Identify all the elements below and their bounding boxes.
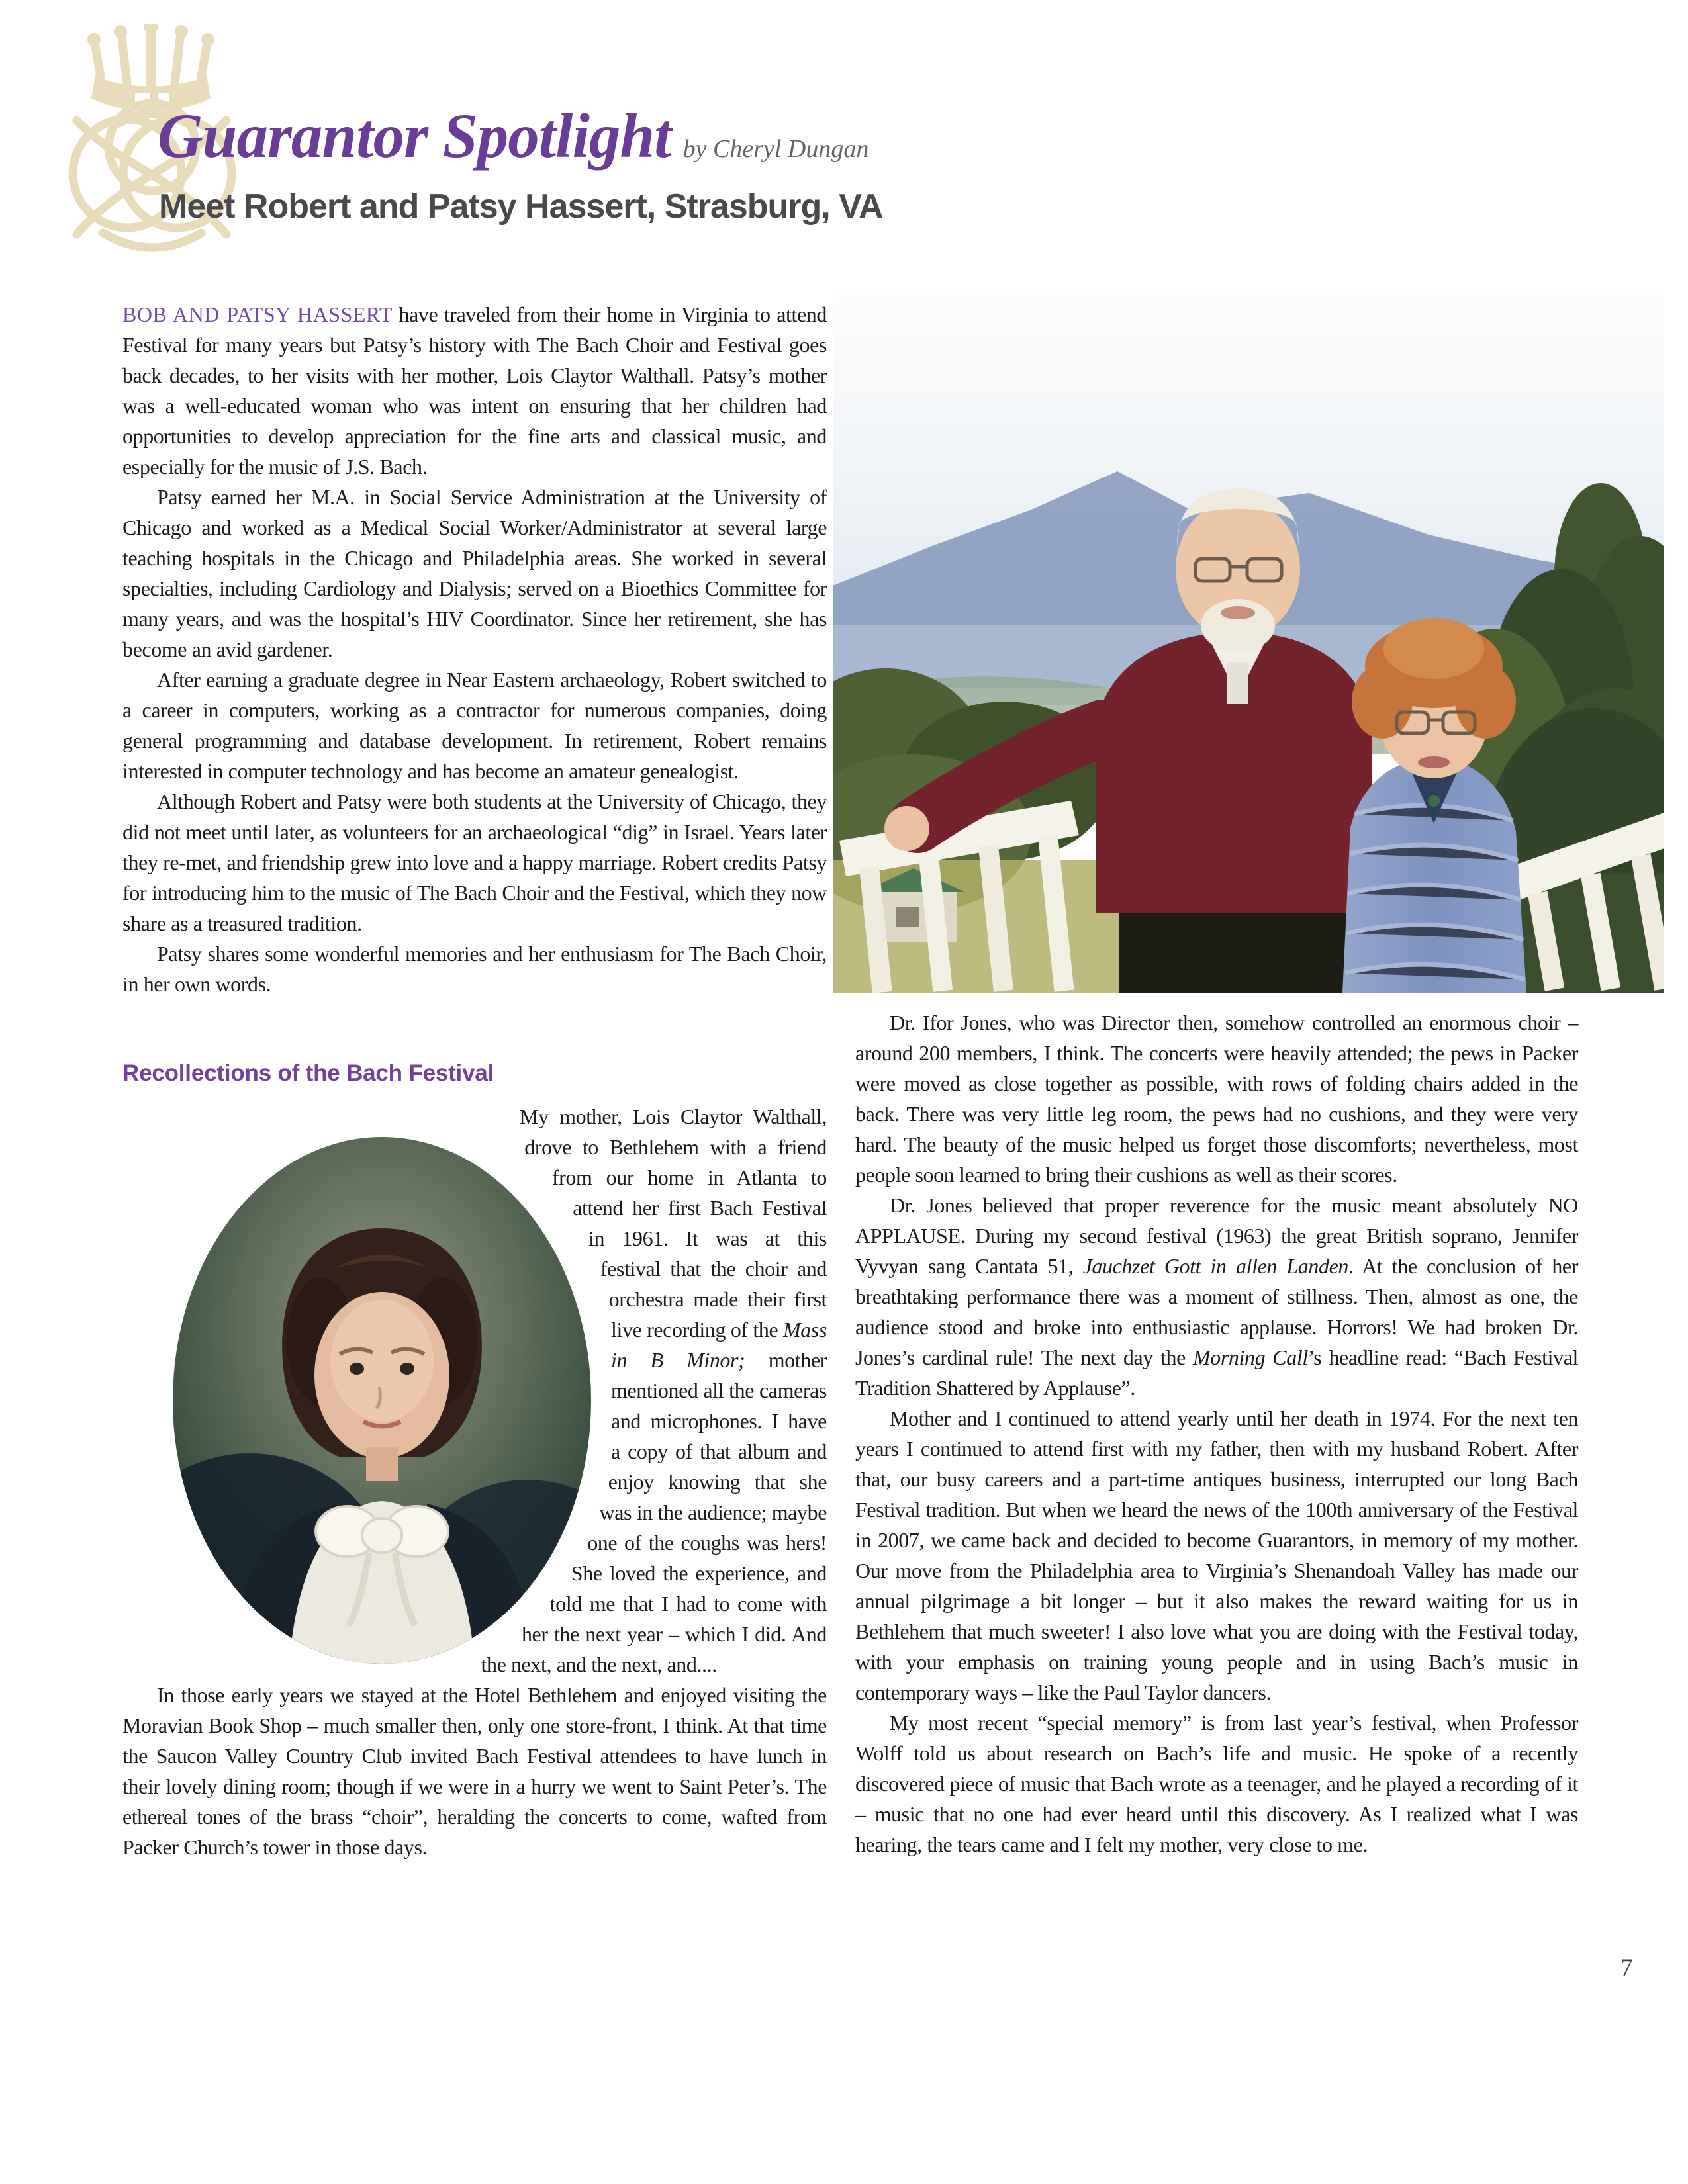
patsy-figure (1342, 618, 1526, 993)
section-heading: Recollections of the Bach Festival (122, 1060, 494, 1086)
paragraph: After earning a graduate degree in Near Eastern archaeology, Robert switched to a career in computers, working as a contractor for numerous companies, doing general programming and database development. In retirement, Robert remains interested in computer technology and has become an amateur genealogist. (122, 668, 827, 783)
paragraph: My mother, Lois Claytor Walthall, drove to Bethlehem with a friend from our home in Atlanta to attend her first Bach Festival in 1961. It was at this festival that the choir and orchestra made their first live recording of the Mass in B Minor; mother mentioned all the cameras and microphones. I have a copy of that album and enjoy knowing that she was in the audience; maybe one of the coughs was hers! She loved the experience, and told me that I had to come with her the next year – which I did. And the next, and the next, and.... (481, 1105, 827, 1676)
paragraph: Dr. Ifor Jones, who was Director then, somehow controlled an enormous choir – around 200 members, I think. The concerts were heavily attended; the pews in Packer were moved as close together as possible, with rows of folding chairs added in the back. There was very little leg room, the pews had no cushions, and they were very hard. The beauty of the music helped us forget those discomforts; nevertheless, most people soon learned to bring their cushions as well as their scores. (855, 1011, 1578, 1187)
paragraph: Mother and I continued to attend yearly until her death in 1974. For the next ten years I continued to attend first with my father, then with my husband Robert. After that, our busy careers and a part-time antiques business, interrupted our long Bach Festival tradition. But when we heard the news of the 100th anniversary of the Festival in 2007, we came back and decided to become Guarantors, in memory of my mother. Our move from the Philadelphia area to Virginia’s Shenandoah Valley has made our annual pilgrimage a bit longer – but it also makes the reward waiting for us in Bethlehem that much sweeter! I also love what you are doing with the Festival today, with your emphasis on training young people and in using Bach’s music in contemporary ways – like the Paul Taylor dancers. (855, 1406, 1578, 1704)
paragraph: Patsy shares some wonderful memories and her enthusiasm for The Bach Choir, in her own words. (122, 942, 827, 996)
page-title: Guarantor Spotlight (158, 101, 671, 171)
paragraph: Although Robert and Patsy were both students at the University of Chicago, they did not meet until later, as volunteers for an archaeological “dig” in Israel. Years later they re-met, and friendship grew into love and a happy marriage. Robert credits Patsy for introducing him to the music of The Bach Choir and the Festival, which they now share as a treasured tradition. (122, 790, 827, 935)
article-subtitle: Meet Robert and Patsy Hassert, Strasburg, VA (159, 187, 883, 226)
paragraph: My most recent “special memory” is from last year’s festival, when Professor Wolff told us about research on Bach’s life and music. He spoke of a recently discovered piece of music that Bach wrote as a teenager, and he played a recording of it – music that no one had ever heard until this discovery. As I realized what I was hearing, the tears came and I felt my mother, very close to me. (855, 1711, 1578, 1856)
right-column (855, 1007, 1578, 1860)
mother-portrait-photo (170, 1136, 594, 1665)
couple-photo (833, 291, 1664, 993)
crown-icon (87, 24, 214, 111)
left-column (122, 299, 827, 1862)
paragraph: Patsy earned her M.A. in Social Service Administration at the University of Chicago and worked as a Medical Social Worker/Administrator at several large teaching hospitals in the Chicago and Philadelphia areas. She worked in several specialties, including Cardiology and Dialysis; served on a Bioethics Committee for many years, and was the hospital’s HIV Coordinator. Since her retirement, she has become an avid gardener. (122, 485, 827, 661)
page-number: 7 (1620, 1954, 1633, 1981)
byline: by Cheryl Dungan (682, 135, 869, 163)
paragraph: BOB AND PATSY HASSERT have traveled from their home in Virginia to attend Festival for many years but Patsy’s history with The Bach Choir and Festival goes back decades, to her visits with her mother, Lois Claytor Walthall. Patsy’s mother was a well-educated woman who was intent on ensuring that her children had opportunities to develop appreciation for the fine arts and classical music, and especially for the music of J.S. Bach. (122, 302, 827, 478)
header (158, 99, 868, 172)
paragraph: Dr. Jones believed that proper reverence for the music meant absolutely NO APPLAUSE. During my second festival (1963) the great British soprano, Jennifer Vyvyan sang Cantata 51, Jauchzet Gott in allen Landen. At the conclusion of her breathtaking performance there was a moment of stillness. Then, almost as one, the audience stood and broke into enthusiastic applause. Horrors! We had broken Dr. Jones’s cardinal rule! The next day the Morning Call’s headline read: “Bach Festival Tradition Shattered by Applause”. (855, 1193, 1578, 1400)
paragraph: In those early years we stayed at the Hotel Bethlehem and enjoyed visiting the Moravian Book Shop – much smaller then, only one store-front, I think. At that time the Saucon Valley Country Club invited Bach Festival attendees to have lunch in their lovely dining room; though if we were in a hurry we went to Saint Peter’s. The ethereal tones of the brass “choir”, heralding the concerts to come, wafted from Packer Church’s tower in those days. (122, 1683, 827, 1859)
